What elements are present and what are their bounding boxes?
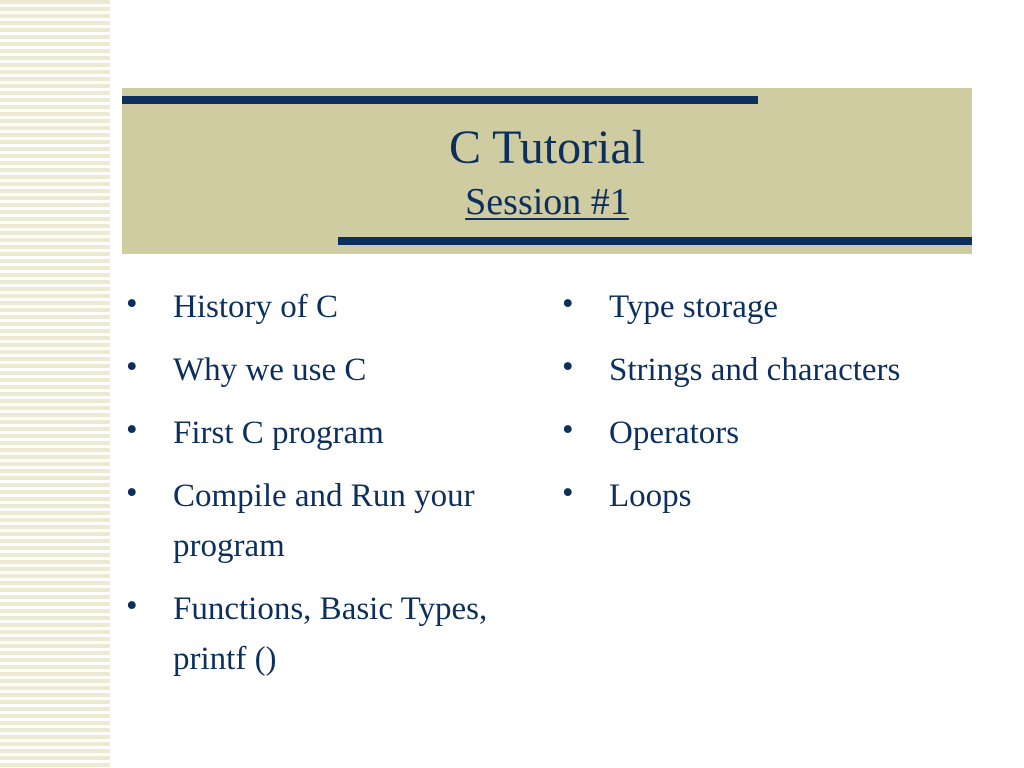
bullet-icon: • xyxy=(562,475,574,511)
list-item xyxy=(562,282,1002,332)
bullet-icon: • xyxy=(562,349,574,385)
list-item-label: First C program xyxy=(173,415,384,451)
bullet-icon: • xyxy=(126,349,138,385)
list-item-label: Strings and characters xyxy=(609,352,901,388)
list-item-label: Loops xyxy=(609,478,692,514)
list-item xyxy=(126,345,566,395)
bullet-icon: • xyxy=(562,412,574,448)
slide-subtitle-link[interactable]: Session #1 xyxy=(465,181,629,223)
bullet-icon: • xyxy=(126,412,138,448)
list-item xyxy=(562,471,1002,521)
list-item xyxy=(562,408,1002,458)
list-item xyxy=(126,408,566,458)
list-item-label: Type storage xyxy=(609,289,779,325)
right-bullet-list xyxy=(562,282,1002,534)
bullet-icon: • xyxy=(126,475,138,511)
bullet-icon: • xyxy=(126,286,138,322)
bottom-accent-bar xyxy=(338,237,972,245)
list-item xyxy=(126,584,566,684)
left-bullet-list xyxy=(126,282,566,697)
top-accent-bar xyxy=(122,96,758,104)
list-item xyxy=(126,471,566,571)
bullet-icon: • xyxy=(562,286,574,322)
list-item-label: Functions, Basic Types, printf () xyxy=(173,591,488,677)
list-item-label: Operators xyxy=(609,415,740,451)
slide-title: C Tutorial xyxy=(448,121,646,174)
list-item-label: History of C xyxy=(173,289,338,325)
list-item-label: Compile and Run your program xyxy=(173,478,475,564)
list-item xyxy=(126,282,566,332)
bullet-icon: • xyxy=(126,588,138,624)
slide-subtitle-wrapper xyxy=(122,179,972,225)
decorative-stripes xyxy=(0,0,110,768)
list-item-label: Why we use C xyxy=(173,352,367,388)
list-item xyxy=(562,345,1002,395)
